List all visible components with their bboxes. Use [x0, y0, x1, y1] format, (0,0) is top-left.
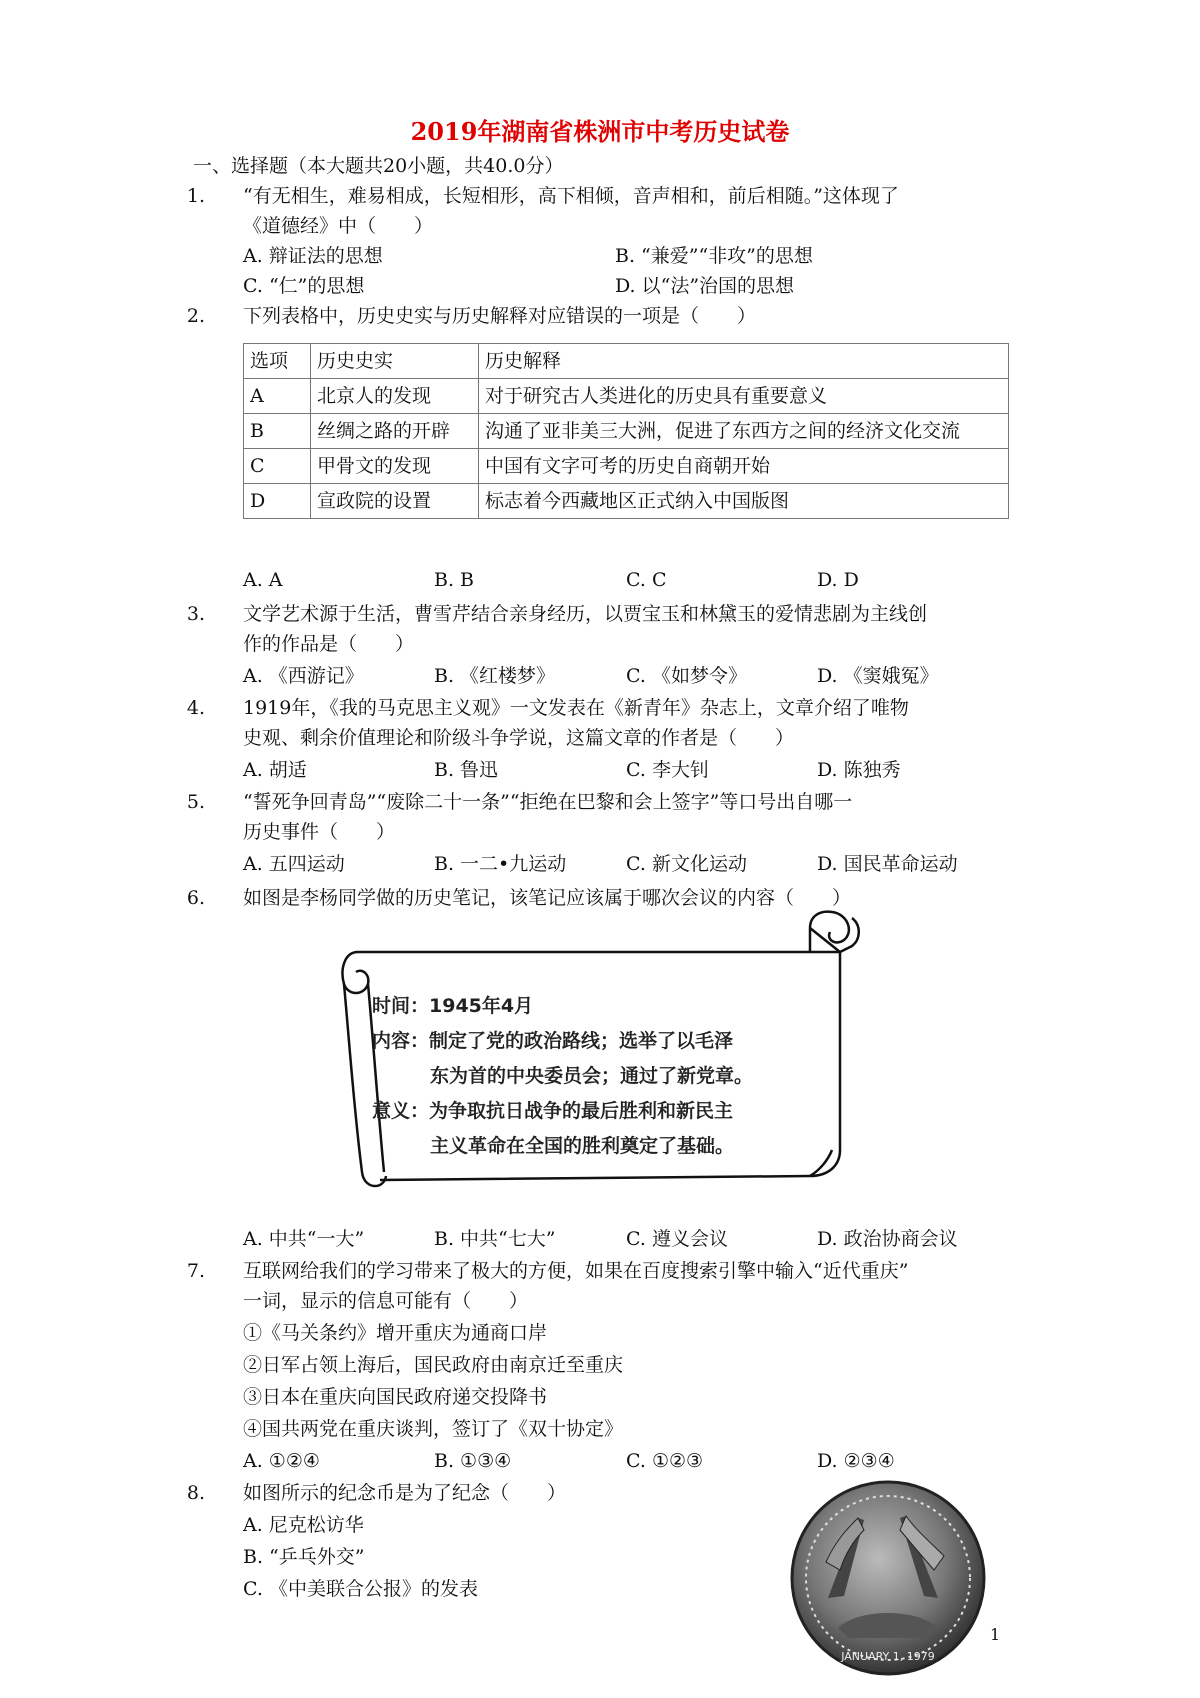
question-3-stem-line1: 文学艺术源于生活，曹雪芹结合亲身经历，以贾宝玉和林黛玉的爱情悲剧为主线创	[243, 603, 928, 625]
question-8-stem: 如图所示的纪念币是为了纪念（ ）	[243, 1482, 567, 1504]
question-1-option-c[interactable]: C. “仁”的思想	[243, 275, 365, 297]
question-3-number: 3.	[186, 603, 205, 625]
question-4-option-a[interactable]: A. 胡适	[243, 759, 307, 781]
question-4-stem-line2: 史观、剩余价值理论和阶级斗争学说，这篇文章的作者是（ ）	[243, 727, 795, 749]
question-4-stem-line1: 1919年，《我的马克思主义观》一文发表在《新青年》杂志上，文章介绍了唯物	[243, 697, 909, 719]
note-line-significance-1: 意义：为争取抗日战争的最后胜利和新民主	[372, 1100, 734, 1122]
question-4-option-d[interactable]: D. 陈独秀	[817, 759, 901, 781]
question-7-option-b[interactable]: B. ①③④	[434, 1450, 512, 1472]
table-cell: 丝绸之路的开辟	[311, 414, 479, 449]
question-7-statement-1: ①《马关条约》增开重庆为通商口岸	[243, 1322, 548, 1344]
note-line-content-1: 内容：制定了党的政治路线；选举了以毛泽	[372, 1030, 734, 1052]
history-table	[243, 343, 1009, 519]
table-row	[244, 414, 1009, 449]
question-8-option-b[interactable]: B. “乒乓外交”	[243, 1546, 365, 1568]
question-5-option-d[interactable]: D. 国民革命运动	[817, 853, 958, 875]
question-6-stem: 如图是李杨同学做的历史笔记，该笔记应该属于哪次会议的内容（ ）	[243, 887, 852, 909]
question-3-option-c[interactable]: C. 《如梦令》	[626, 665, 747, 687]
question-5-option-b[interactable]: B. 一二•九运动	[434, 853, 567, 875]
table-cell: C	[244, 449, 311, 484]
question-5-stem-line1: “誓死争回青岛”“废除二十一条”“拒绝在巴黎和会上签字”等口号出自哪一	[243, 791, 853, 813]
table-cell: 北京人的发现	[311, 379, 479, 414]
table-cell: A	[244, 379, 311, 414]
table-header-cell: 历史解释	[479, 344, 1009, 379]
question-6-option-d[interactable]: D. 政治协商会议	[817, 1228, 958, 1250]
table-cell: 沟通了亚非美三大洲，促进了东西方之间的经济文化交流	[479, 414, 1009, 449]
question-7-option-d[interactable]: D. ②③④	[817, 1450, 895, 1472]
note-line-content-2: 东为首的中央委员会；通过了新党章。	[430, 1065, 754, 1087]
question-1-option-a[interactable]: A. 辩证法的思想	[243, 245, 383, 267]
table-cell: 中国有文字可考的历史自商朝开始	[479, 449, 1009, 484]
question-4-option-c[interactable]: C. 李大钊	[626, 759, 709, 781]
table-row	[244, 484, 1009, 519]
question-2-number: 2.	[186, 305, 205, 327]
question-6-option-b[interactable]: B. 中共“七大”	[434, 1228, 556, 1250]
table-header-row	[244, 344, 1009, 379]
table-row	[244, 379, 1009, 414]
question-8-option-a[interactable]: A. 尼克松访华	[243, 1514, 364, 1536]
question-2-option-a[interactable]: A. A	[243, 569, 283, 591]
table-header-cell: 历史史实	[311, 344, 479, 379]
question-7-statement-4: ④国共两党在重庆谈判，签订了《双十协定》	[243, 1418, 624, 1440]
question-4-number: 4.	[186, 697, 205, 719]
question-7-statement-2: ②日军占领上海后，国民政府由南京迁至重庆	[243, 1354, 624, 1376]
note-line-time: 时间：1945年4月	[372, 995, 534, 1017]
question-5-number: 5.	[186, 791, 205, 813]
question-7-stem-line1: 互联网给我们的学习带来了极大的方便，如果在百度搜索引擎中输入“近代重庆”	[243, 1260, 909, 1282]
table-header-cell: 选项	[244, 344, 311, 379]
question-8-number: 8.	[186, 1482, 205, 1504]
question-7-statement-3: ③日本在重庆向国民政府递交投降书	[243, 1386, 548, 1408]
question-7-option-a[interactable]: A. ①②④	[243, 1450, 320, 1472]
question-3-option-a[interactable]: A. 《西游记》	[243, 665, 364, 687]
question-2-option-c[interactable]: C. C	[626, 569, 667, 591]
question-3-option-d[interactable]: D. 《窦娥冤》	[817, 665, 939, 687]
question-6-number: 6.	[186, 887, 205, 909]
coin-inscription: JANUARY 1, 1979	[841, 1650, 935, 1663]
question-1-option-d[interactable]: D. 以“法”治国的思想	[615, 275, 795, 297]
question-5-option-c[interactable]: C. 新文化运动	[626, 853, 747, 875]
question-8-option-c[interactable]: C. 《中美联合公报》的发表	[243, 1578, 478, 1600]
question-7-option-c[interactable]: C. ①②③	[626, 1450, 704, 1472]
table-cell: 甲骨文的发现	[311, 449, 479, 484]
commemorative-coin-image	[788, 1478, 988, 1678]
question-2-option-b[interactable]: B. B	[434, 569, 475, 591]
section-heading: 一、选择题（本大题共20小题，共40.0分）	[193, 155, 564, 177]
page-title: 2019年湖南省株洲市中考历史试卷	[410, 117, 790, 146]
question-3-stem-line2: 作的作品是（ ）	[243, 633, 415, 655]
table-cell: 标志着今西藏地区正式纳入中国版图	[479, 484, 1009, 519]
table-cell: 对于研究古人类进化的历史具有重要意义	[479, 379, 1009, 414]
question-1-stem-line1: “有无相生，难易相成，长短相形，高下相倾，音声相和，前后相随。”这体现了	[243, 185, 899, 207]
question-5-option-a[interactable]: A. 五四运动	[243, 853, 345, 875]
question-6-option-c[interactable]: C. 遵义会议	[626, 1228, 728, 1250]
question-5-stem-line2: 历史事件（ ）	[243, 821, 396, 843]
question-1-number: 1.	[186, 185, 205, 207]
question-1-stem-line2: 《道德经》中（ ）	[243, 215, 434, 237]
table-cell: D	[244, 484, 311, 519]
question-2-option-d[interactable]: D. D	[817, 569, 859, 591]
question-1-option-b[interactable]: B. “兼爱”“非攻”的思想	[615, 245, 813, 267]
question-7-stem-line2: 一词，显示的信息可能有（ ）	[243, 1290, 529, 1312]
question-3-option-b[interactable]: B. 《红楼梦》	[434, 665, 556, 687]
question-4-option-b[interactable]: B. 鲁迅	[434, 759, 499, 781]
page-number: 1	[990, 1625, 1001, 1644]
scroll-note-figure	[340, 910, 900, 1200]
question-7-number: 7.	[186, 1260, 205, 1282]
table-row	[244, 449, 1009, 484]
question-6-option-a[interactable]: A. 中共“一大”	[243, 1228, 365, 1250]
table-cell: B	[244, 414, 311, 449]
table-cell: 宣政院的设置	[311, 484, 479, 519]
question-2-stem: 下列表格中，历史史实与历史解释对应错误的一项是（ ）	[243, 305, 757, 327]
note-line-significance-2: 主义革命在全国的胜利奠定了基础。	[430, 1135, 735, 1157]
